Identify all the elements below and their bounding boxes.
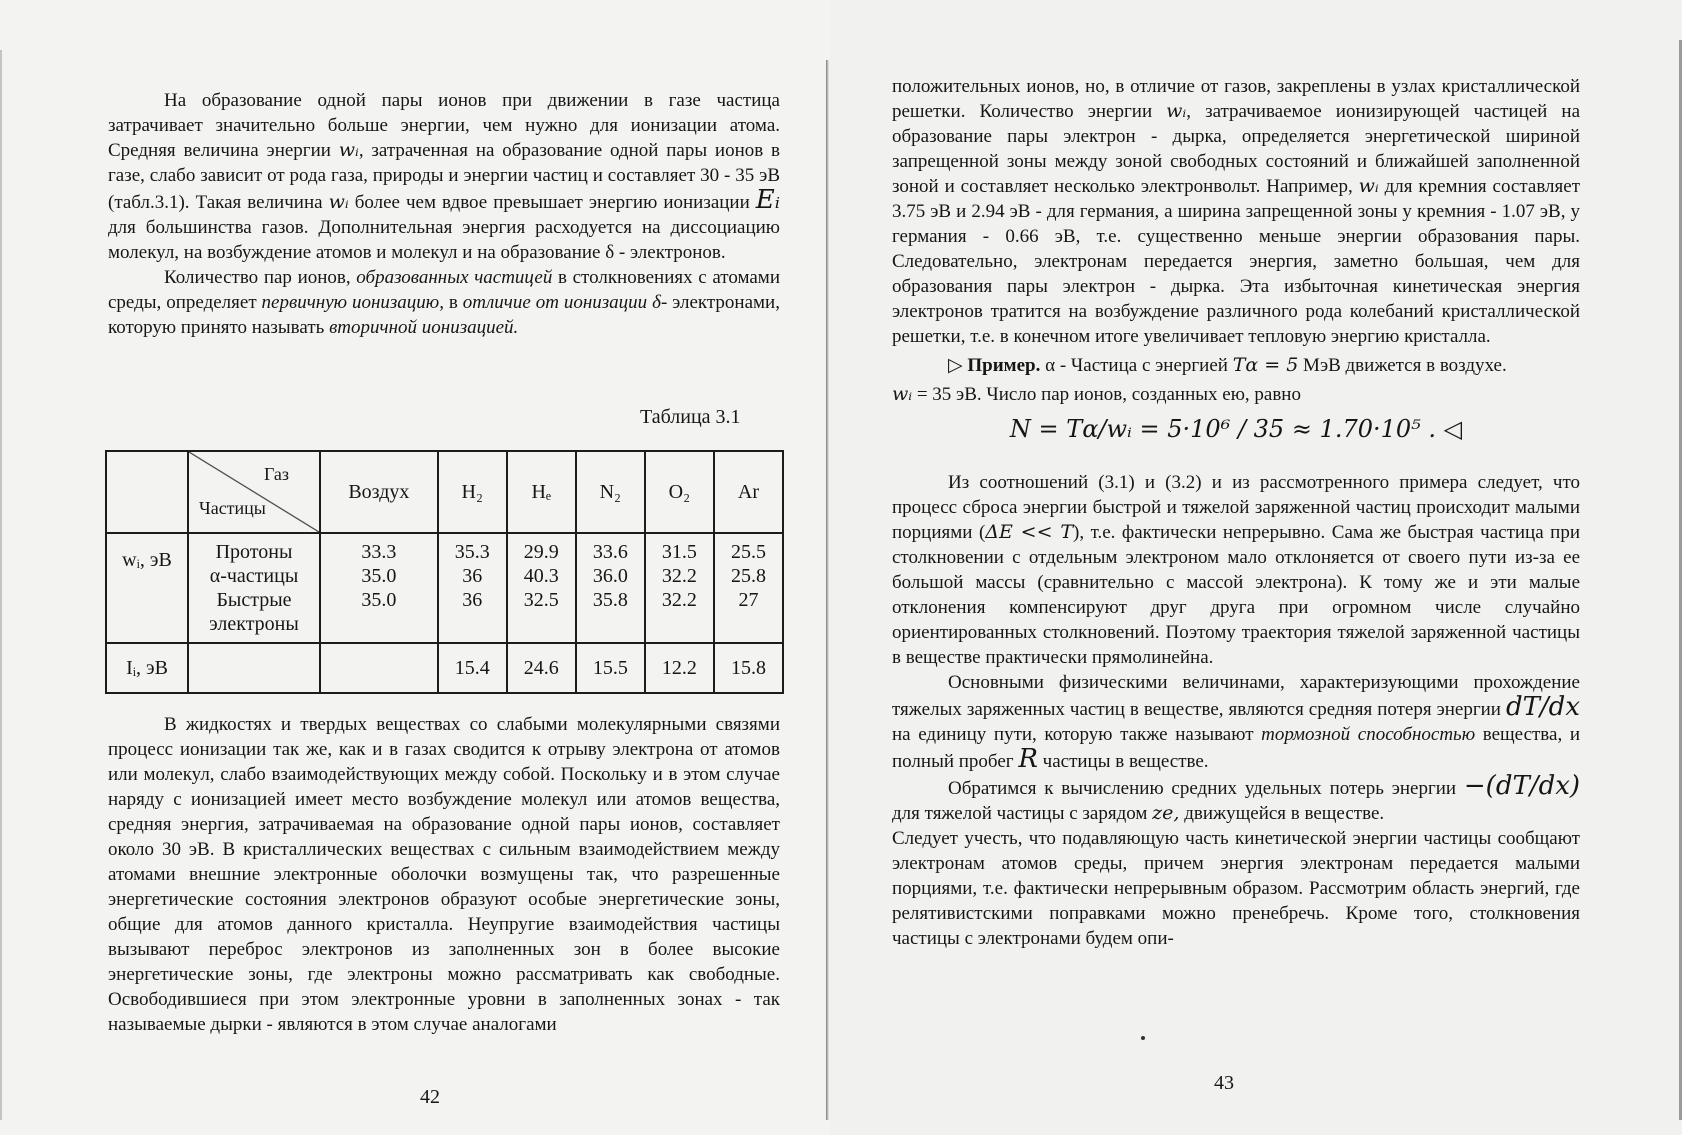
ii-value: 12.2 [645,643,714,693]
example-paragraph: ▷ Пример. α - Частица с энергией Tα = 5 МэВ движется в воздухе. [948,354,1507,376]
right-page-text [892,74,1580,951]
air-values-cell: 33.3 35.0 35.0 [320,533,438,643]
empty-cell [320,643,438,693]
n2-values-cell: 33.6 36.0 35.8 [576,533,645,643]
left-page-text-bottom [108,712,780,1037]
col-header: Ar [714,451,783,533]
ii-value: 15.4 [438,643,507,693]
paragraph-energy-loss-portions: Из соотношений (3.1) и (3.2) и из рассмотренного примера следует, что процесс сброса энергии быстрой и тяжелой заряженной частиц происходит малыми порциями (ΔE << T), т.е. фактически непрерывно. Сама же быстрая частица при столкновении с отдельным электроном мало отклоняется от своего пути из-за ее большой массы (сравнительно с массой электрона). К тому же и эти малые отклонения компенсируют друг друга при огромном числе случайно ориентированных столкновений. Поэтому траектория тяжелой заряженной частицы в веществе практически прямолинейна. [892,472,1580,668]
example-marker: ▷ [948,355,963,376]
paragraph-kinetic-energy: Следует учесть, что подавляющую часть кинетической энергии частицы сообщают электронам атомов среды, причем энергия электронам передается малыми порциями, т.е. фактически непрерывным образом. Рассмотрим область энергий, где релятивистскими поправками можно пренебречь. Кроме того, столкновения частицы с электронами будем опи- [892,828,1580,949]
empty-cell [188,643,320,693]
h2-values-cell: 35.3 36 36 [438,533,507,643]
paragraph-primary-ionization: Количество пар ионов, образованных частицей в столкновениях с атомами среды, определяет первичную ионизацию, в отличие от ионизации δ- электронами, которую принято называть вторичной ионизацией. [108,267,780,338]
book-gutter [826,60,829,1120]
speck-mark [1141,1036,1145,1040]
table-header-row [106,451,783,533]
col-header: Hₑ [507,451,576,533]
diagonal-header-cell [188,451,320,533]
table-ii-row [106,643,783,693]
ion-pairs-formula: N = Tα/wᵢ = 5·10⁶ / 35 ≈ 1.70·10⁵ . ◁ [1009,415,1463,443]
col-header: H₂ [438,451,507,533]
o2-values-cell: 31.5 32.2 32.2 [645,533,714,643]
paragraph-stopping-power: Основными физическими величинами, характеризующими прохождение тяжелых заряженных частиц в веществе, являются средняя потеря энергии dT/dx на единицу пути, которую также называют тормозной способностью вещества, и полный пробег R частицы в веществе. [892,672,1581,774]
left-page-text-top [108,88,780,340]
table-wi-row [106,533,783,643]
example-line-2: wᵢ = 35 эВ. Число пар ионов, созданных ею, равно [892,383,1301,405]
page-number-right: 43 [1214,1072,1234,1094]
particles-cell: Протоны α-частицы Быстрые электроны [188,533,320,643]
paragraph-specific-losses: Обратимся к вычислению средних удельных потерь энергии −(dT/dx) для тяжелой частицы с зарядом ze, движущейся в веществе. [892,771,1581,824]
paragraph-crystal-ionization: положительных ионов, но, в отличие от газов, закреплены в узлах кристаллической решетки. Количество энергии wᵢ, затрачиваемое ионизирующей частицей на образование пары электрон - дырка, определяется энергетической шириной запрещенной зоны между зоной свободных состояний и ближайшей заполненной зоной и составляет несколько электронвольт. Например, wᵢ для кремния составляет 3.75 эВ и 2.94 эВ - для германия, а ширина запрещенной зоны у кремния - 1.07 эВ, у германия - 0.66 эВ, т.е. существенно меньше энергии образования пары. Следовательно, электронам передается энергия, заметно большая, чем для образования пары электрон - дырка. Эта избыточная кинетическая энергия электронов тратится на возбуждение различного рода колебаний кристаллической решетки, т.е. в конечном итоге увеличивает тепловую энергию кристалла. [892,76,1581,347]
col-header: N₂ [576,451,645,533]
example-label: Пример. [967,355,1041,376]
diag-gas-label: Газ [263,464,289,484]
table-corner-cell [106,451,188,533]
he-values-cell: 29.9 40.3 32.5 [507,533,576,643]
table-caption: Таблица 3.1 [640,406,741,428]
col-header: Воздух [320,451,438,533]
ii-value: 24.6 [507,643,576,693]
ar-values-cell: 25.5 25.8 27 [714,533,783,643]
ii-value: 15.8 [714,643,783,693]
wi-row-label: wᵢ, эВ [106,533,188,643]
ii-value: 15.5 [576,643,645,693]
ii-row-label: Iᵢ, эВ [106,643,188,693]
paragraph-liquids-solids: В жидкостях и твердых веществах со слабыми молекулярными связями процесс ионизации так же, как и в газах сводится к отрыву электрона от атомов или молекул, слабо взаимодействующих между собой. Поскольку и в этом случае наряду с ионизацией имеет место возбуждение молекул или атомов вещества, средняя энергия, затрачиваемая на образование одной пары ионов, составляет около 30 эВ. В кристаллических веществах с сильным взаимодействием между атомами внешние электронные оболочки возмущены так, что разрешенные энергетические состояния электронов образуют особые энергетические зоны, общие для атомов данного кристалла. Неупругие взаимодействия частицы вызывают переброс электронов из заполненных зон в более высокие энергетические зоны, где электроны можно рассматривать как свободные. Освободившиеся при этом электронные уровни в заполненных зонах - так называемые дырки - являются в этом случае аналогами [108,714,780,1035]
ionization-table [105,450,784,694]
diag-particles-label: Частицы [199,498,266,518]
left-page-edge [0,50,2,1120]
paragraph-ionization-gas: На образование одной пары ионов при движении в газе частица затрачивает значительно больше энергии, чем нужно для ионизации атома. Средняя величина энергии wᵢ, затраченная на образование одной пары ионов в газе, слабо зависит от рода газа, природы и энергии частиц и составляет 30 - 35 эВ (табл.3.1). Такая величина wᵢ более чем вдвое превышает энергию ионизации Eᵢ для большинства газов. Дополнительная энергия расходуется на диссоциацию молекул, на возбуждение атомов и молекул и на образование δ - электронов. [108,90,781,263]
col-header: O₂ [645,451,714,533]
page-number-left: 42 [420,1086,440,1108]
